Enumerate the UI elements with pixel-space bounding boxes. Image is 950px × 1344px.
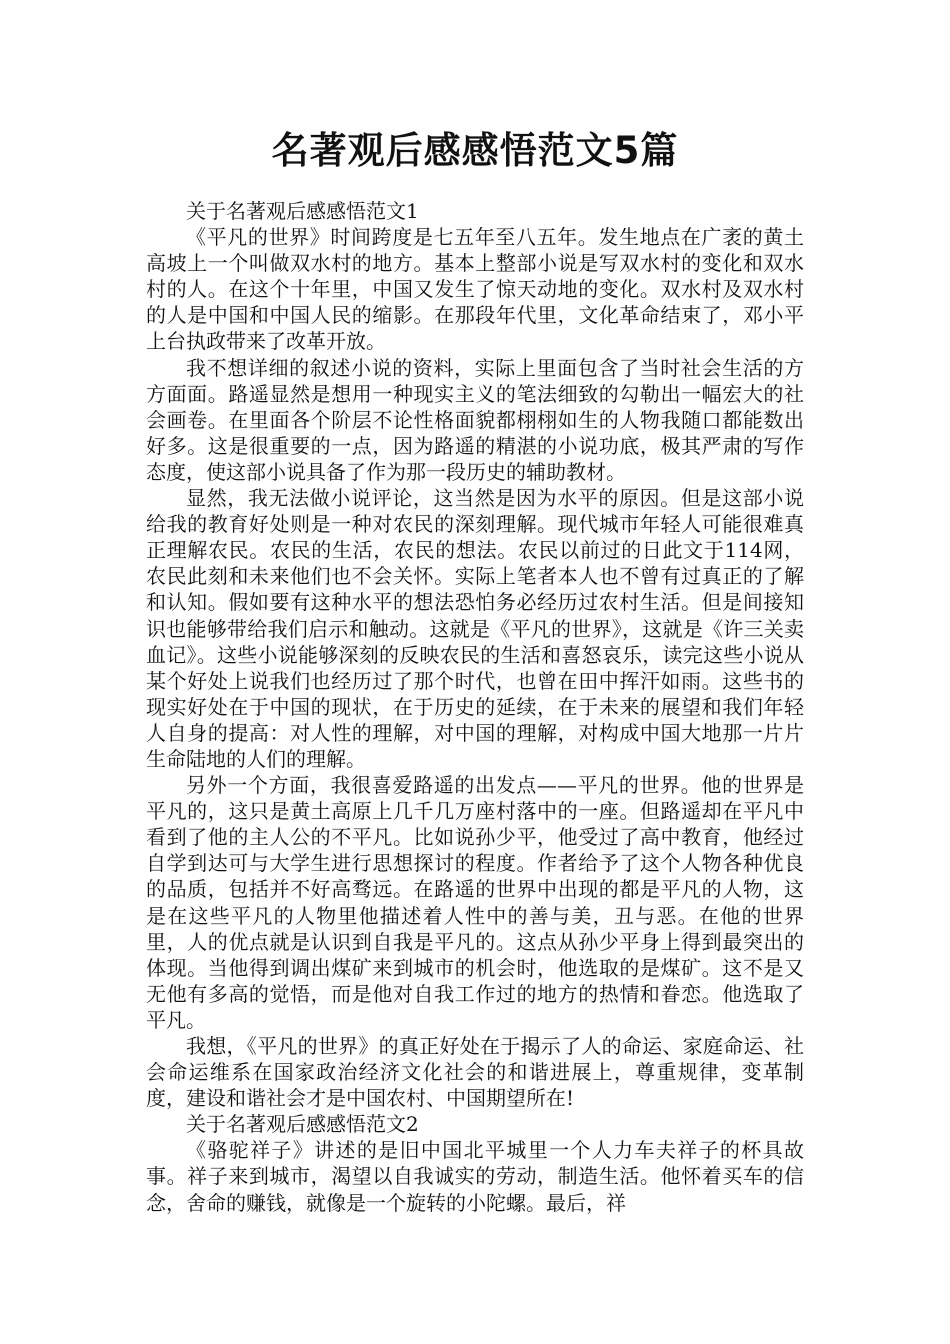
- body-paragraph: 《骆驼祥子》讲述的是旧中国北平城里一个人力车夫祥子的杯具故事。祥子来到城市，渴望以自我诚实的劳动，制造生活。他怀着买车的信念，舍命的赚钱，就像是一个旋转的小陀螺。最后，祥: [146, 1138, 804, 1215]
- body-paragraph: 显然，我无法做小说评论，这当然是因为水平的原因。但是这部小说给我的教育好处则是一种对农民的深刻理解。现代城市年轻人可能很难真正理解农民。农民的生活，农民的想法。农民以前过的日此文于114网，农民此刻和未来他们也不会关怀。实际上笔者本人也不曾有过真正的了解和认知。假如要有这种水平的想法恐怕务必经历过农村生活。但是间接知识也能够带给我们启示和触动。这就是《平凡的世界》，这就是《许三关卖血记》。这些小说能够深刻的反映农民的生活和喜怒哀乐，读完这些小说从某个好处上说我们也经历过了那个时代，也曾在田中挥汗如雨。这些书的现实好处在于中国的现状，在于历史的延续，在于未来的展望和我们年轻人自身的提高：对人性的理解，对中国的理解，对构成中国大地那一片片生命陆地的人们的理解。: [146, 486, 804, 771]
- body-paragraph: 《平凡的世界》时间跨度是七五年至八五年。发生地点在广袤的黄土高坡上一个叫做双水村的地方。基本上整部小说是写双水村的变化和双水村的人。在这个十年里，中国又发生了惊天动地的变化。双水村及双水村的人是中国和中国人民的缩影。在那段年代里，文化革命结束了，邓小平上台执政带来了改革开放。: [146, 225, 804, 354]
- body-paragraph: 我不想详细的叙述小说的资料，实际上里面包含了当时社会生活的方方面面。路遥显然是想用一种现实主义的笔法细致的勾勒出一幅宏大的社会画卷。在里面各个阶层不论性格面貌都栩栩如生的人物我随口都能数出好多。这是很重要的一点，因为路遥的精湛的小说功底，极其严肃的写作态度，使这部小说具备了作为那一段历史的辅助教材。: [146, 355, 804, 484]
- section-heading-1: 关于名著观后感感悟范文1: [186, 199, 419, 223]
- section-heading-2: 关于名著观后感感悟范文2: [186, 1112, 419, 1137]
- body-paragraph: 另外一个方面，我很喜爱路遥的出发点——平凡的世界。他的世界是平凡的，这只是黄土高原上几千几万座村落中的一座。但路遥却在平凡中看到了他的主人公的不平凡。比如说孙少平，他受过了高中教育，他经过自学到达可与大学生进行思想探讨的程度。作者给予了这个人物各种优良的品质，包括并不好高骛远。在路遥的世界中出现的都是平凡的人物，这是在这些平凡的人物里他描述着人性中的善与美，丑与恶。在他的世界里，人的优点就是认识到自我是平凡的。这点从孙少平身上得到最突出的体现。当他得到调出煤矿来到城市的机会时，他选取的是煤矿。这不是又无他有多高的觉悟，而是他对自我工作过的地方的热情和眷恋。他选取了平凡。: [146, 773, 804, 1032]
- document-title: 名著观后感感悟范文5篇: [271, 129, 679, 172]
- body-paragraph: 我想，《平凡的世界》的真正好处在于揭示了人的命运、家庭命运、社会命运维系在国家政治经济文化社会的和谐进展上，尊重规律，变革制度，建设和谐社会才是中国农村、中国期望所在!: [146, 1034, 804, 1111]
- document-body: [146, 198, 804, 1216]
